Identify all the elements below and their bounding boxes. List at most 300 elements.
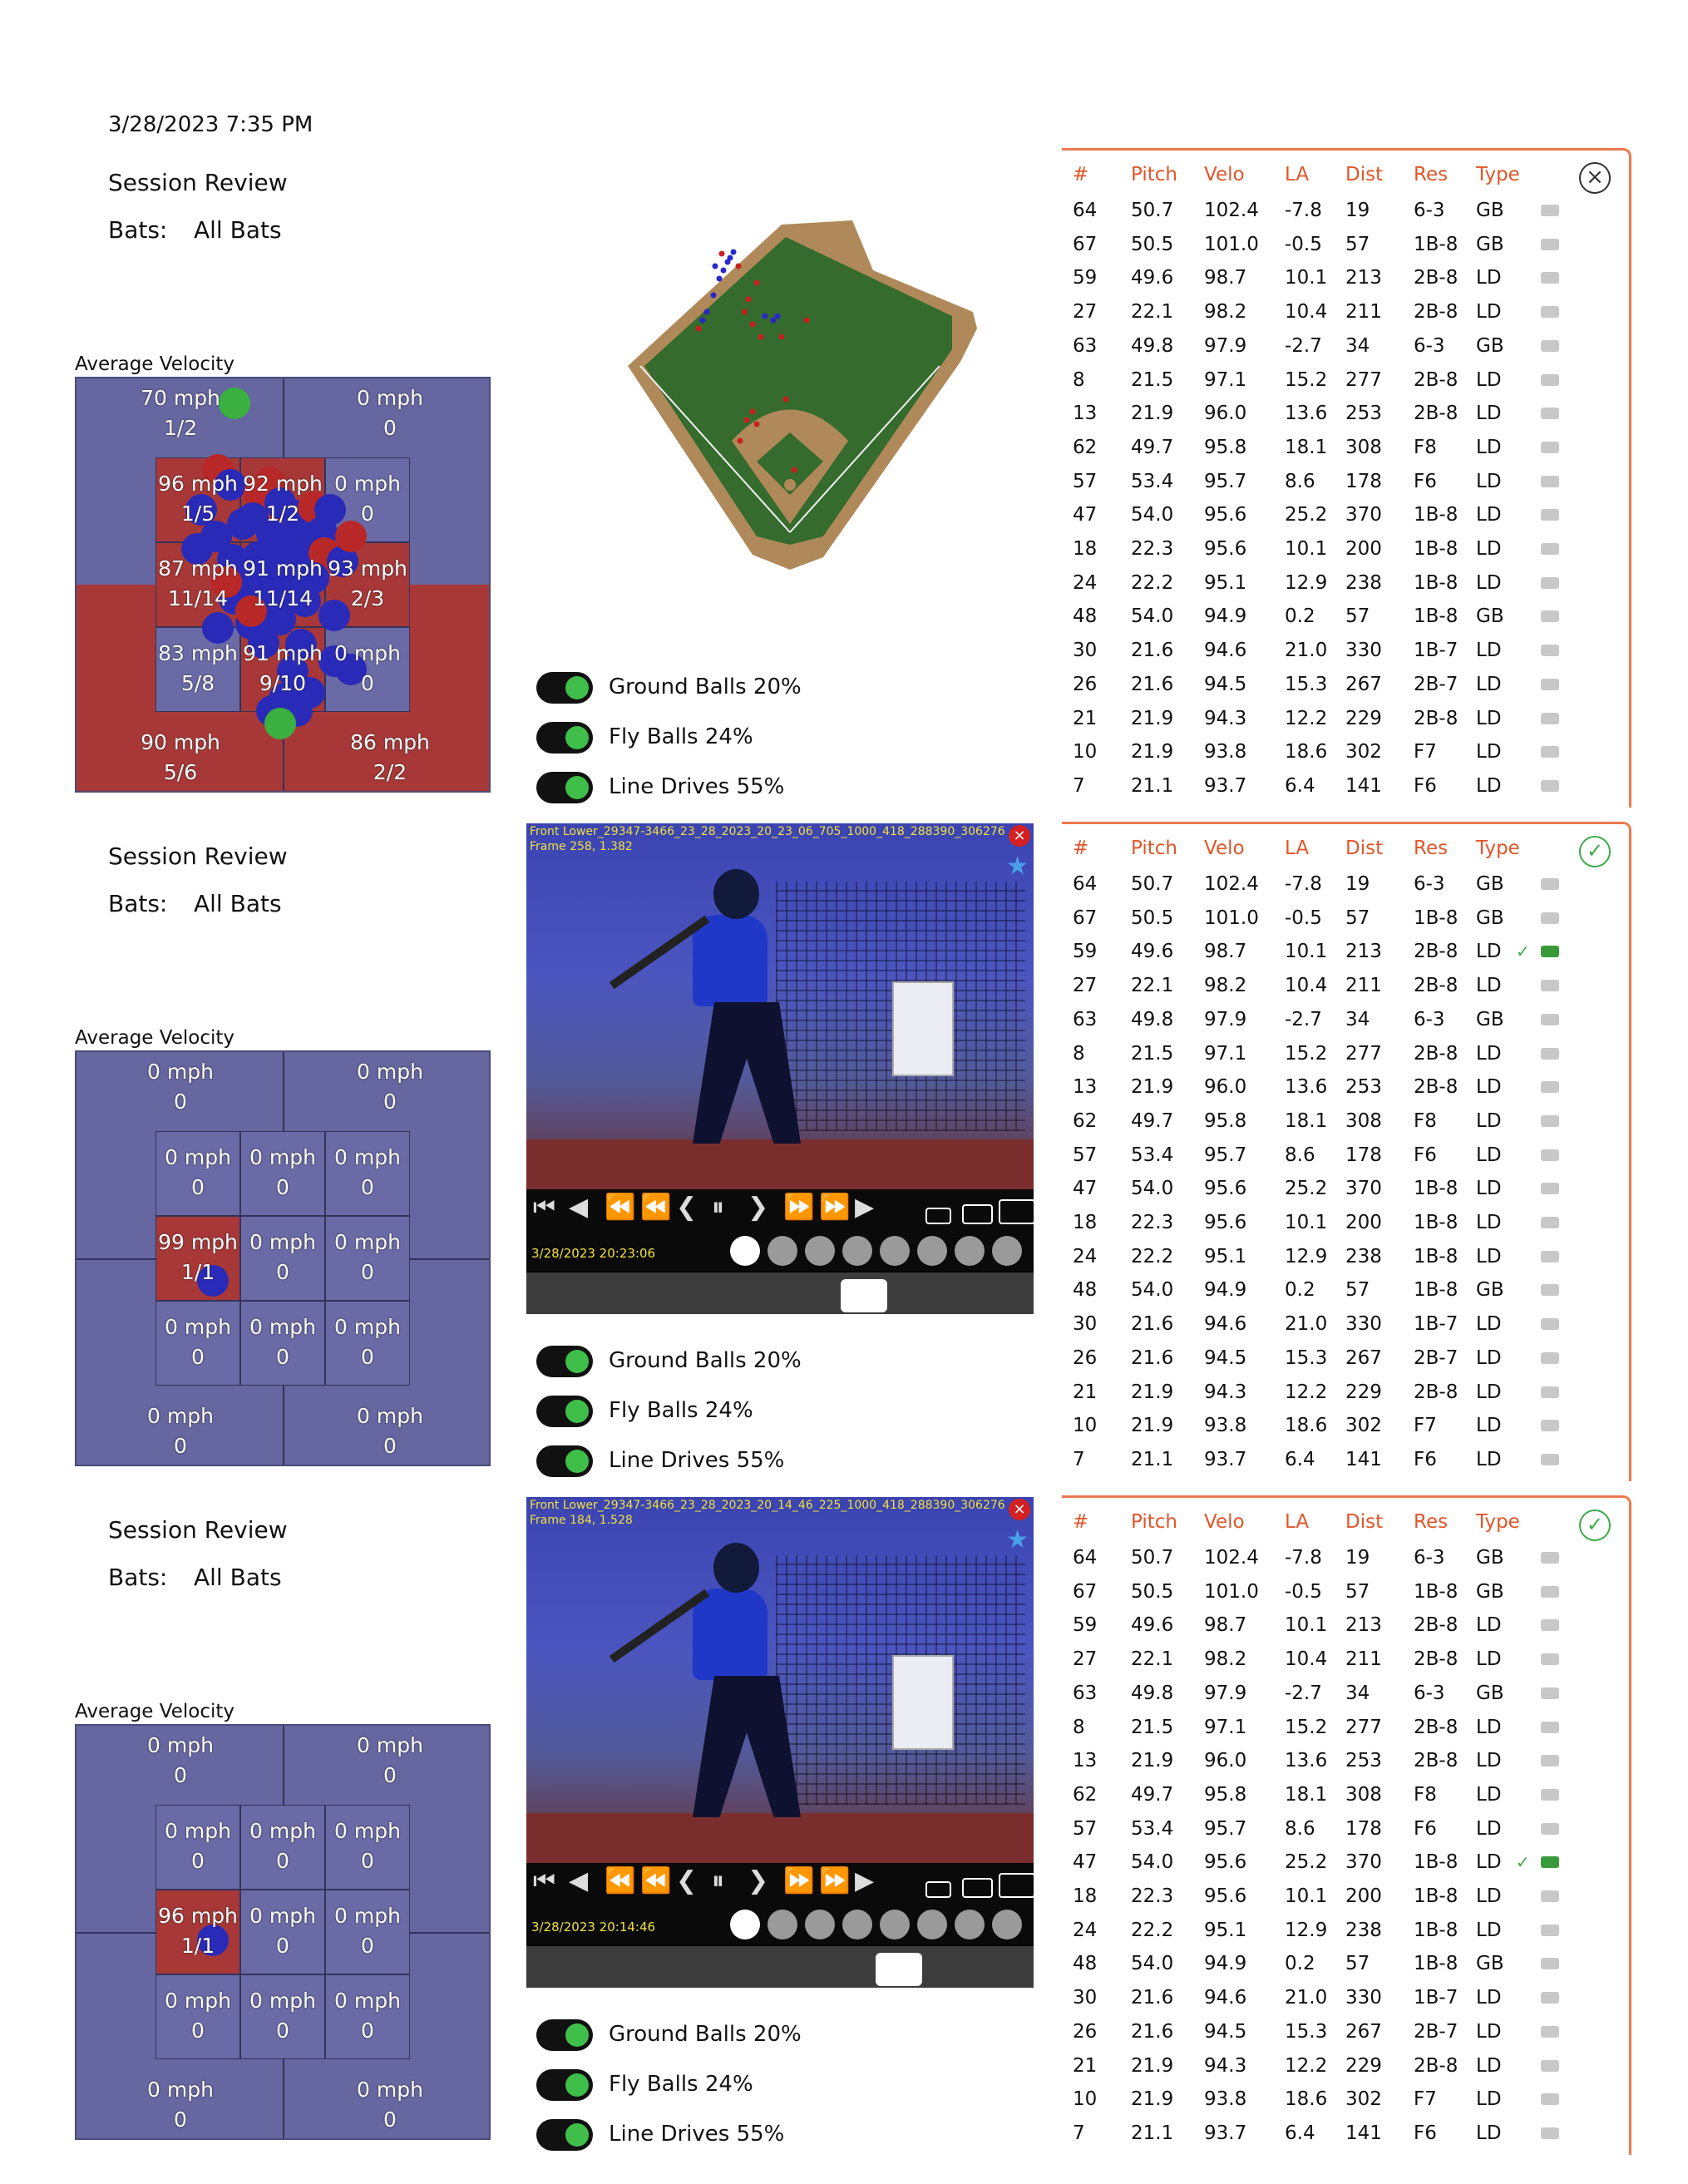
table-cell: 238 [1345,1245,1382,1267]
video-scrubber[interactable] [526,1272,1034,1314]
table-row[interactable] [1073,295,1588,329]
table-cell: 30 [1073,1987,1098,2009]
table-cell: 308 [1345,1109,1382,1132]
table-row[interactable] [1073,2049,1588,2083]
play-icon[interactable]: ▶ [855,1193,875,1222]
table-row[interactable] [1073,1104,1588,1138]
column-header[interactable]: LA [1285,838,1310,859]
next-frame-icon[interactable]: ❯ [748,1193,769,1222]
column-header[interactable]: Res [1414,164,1449,185]
table-row[interactable] [1073,1409,1588,1442]
toggle-switch[interactable] [536,772,593,803]
session-review-title: Session Review [108,1516,288,1544]
column-header[interactable]: Res [1414,838,1449,859]
table-row[interactable] [1073,1273,1588,1307]
table-row[interactable] [1073,2015,1588,2048]
table-cell: 308 [1345,436,1382,458]
spray-dot [711,293,717,299]
table-row[interactable] [1073,2117,1588,2150]
video-frame [526,1497,1034,1865]
table-cell: 94.3 [1204,707,1247,729]
table-row[interactable] [1073,1206,1588,1239]
video-camera-icon[interactable] [1541,577,1559,589]
toggle-switch[interactable] [536,1396,593,1427]
zone-cell-label [155,554,240,614]
next-frame-icon[interactable]: ❯ [748,1866,769,1895]
column-header[interactable]: # [1073,1511,1089,1533]
table-row[interactable] [1073,702,1588,735]
column-header[interactable]: Velo [1204,1511,1245,1533]
fast-forward-icon[interactable]: ⏩ [819,1193,851,1222]
video-camera-icon[interactable] [1541,1653,1559,1665]
loop-icon[interactable] [955,1910,985,1939]
table-row[interactable] [1073,1307,1588,1341]
table-cell: 22.3 [1131,1212,1174,1233]
column-header[interactable]: Dist [1345,838,1384,859]
video-camera-icon[interactable] [1541,272,1559,284]
video-camera-icon[interactable] [1541,1251,1559,1262]
table-cell: 50.7 [1131,1547,1174,1569]
toggle-switch[interactable] [536,1445,593,1477]
table-cell: GB [1476,1279,1504,1302]
table-cell: 97.9 [1204,334,1247,357]
table-row[interactable] [1073,1608,1588,1642]
video-timestamp: 3/28/2023 20:23:06 [531,1246,656,1261]
video-camera-icon[interactable] [1541,1992,1559,2004]
video-camera-icon[interactable] [1541,2026,1559,2038]
prev-frame-icon[interactable]: ❮ [676,1866,698,1895]
video-camera-icon[interactable] [1541,1856,1559,1868]
table-cell: 57 [1345,605,1370,628]
table-cell: 27 [1073,975,1098,997]
table-cell: 50.7 [1131,873,1174,895]
table-cell: 21 [1073,2054,1098,2077]
spray-dot [713,264,718,269]
table-cell: F7 [1414,2088,1437,2111]
video-camera-icon[interactable] [1541,1183,1559,1194]
table-row[interactable] [1073,1003,1588,1036]
video-camera-icon[interactable] [1541,1925,1559,1936]
table-row[interactable] [1073,1342,1588,1375]
reset-icon[interactable] [730,1910,760,1939]
check-icon[interactable]: ✓ [1579,1510,1611,1541]
table-cell: LD [1476,1851,1502,1874]
table-cell: 26 [1073,673,1098,695]
column-header[interactable]: # [1073,164,1089,185]
table-row[interactable] [1073,1376,1588,1409]
view-medium-icon[interactable] [962,1878,993,1898]
table-row[interactable] [1073,1139,1588,1172]
spray-dot [779,334,785,340]
table-cell: 48 [1073,1953,1098,1975]
video-camera-icon[interactable] [1541,1619,1559,1631]
video-camera-icon[interactable] [1541,1755,1559,1766]
toggle-knob [565,2073,589,2097]
table-row[interactable] [1073,1443,1588,1476]
bats-filter[interactable] [108,216,282,244]
table-row[interactable] [1073,1778,1588,1811]
table-cell: 27 [1073,1648,1098,1671]
table-cell: 302 [1345,741,1382,763]
table-row[interactable] [1073,1711,1588,1744]
lines-tool-icon[interactable] [842,1236,872,1266]
table-cell: 22.2 [1131,1245,1174,1267]
video-camera-icon[interactable] [1541,1115,1559,1127]
video-camera-icon[interactable] [1541,610,1559,622]
video-camera-icon[interactable] [1541,1823,1559,1835]
fast-forward-icon[interactable]: ⏩ [819,1866,851,1895]
video-camera-icon[interactable] [1541,374,1559,386]
table-cell: 18.6 [1285,741,1328,763]
table-cell: 8 [1073,1042,1085,1065]
table-row[interactable] [1073,363,1588,397]
spray-dot [758,334,764,340]
toggle-switch[interactable] [536,2119,593,2151]
video-camera-icon[interactable] [1541,1552,1559,1564]
table-cell: 200 [1345,538,1382,560]
table-row[interactable] [1073,498,1588,531]
bats-value: All Bats [194,1564,282,1591]
table-row[interactable] [1073,668,1588,701]
table-cell: LD [1476,1042,1502,1065]
view-medium-icon[interactable] [962,1204,993,1224]
fast-rewind-icon[interactable]: ⏪ [605,1193,636,1222]
table-row[interactable] [1073,261,1588,294]
mute-icon[interactable] [992,1910,1022,1939]
table-row[interactable] [1073,194,1588,227]
video-scrubber[interactable] [526,1946,1034,1988]
forward-icon[interactable]: ⏩ [783,1866,815,1895]
table-cell: F6 [1414,1817,1437,1840]
spray-dot [744,418,750,423]
table-row[interactable] [1073,969,1588,1002]
circle-tool-icon[interactable] [805,1910,835,1939]
spray-dot [775,314,781,319]
star-icon[interactable]: ★ [1006,1525,1029,1554]
video-camera-icon[interactable] [1541,746,1559,758]
table-cell: GB [1476,1953,1504,1975]
table-row[interactable] [1073,1981,1588,2014]
close-icon[interactable]: × [1009,825,1030,847]
column-header[interactable]: Type [1476,164,1520,185]
zone-cell-label [240,554,325,614]
table-row[interactable] [1073,1070,1588,1104]
zone-velocity: 0 mph [357,2078,423,2102]
table-cell: GB [1476,200,1504,221]
angle-tool-icon[interactable] [880,1236,910,1266]
table-row[interactable] [1073,1172,1588,1205]
video-camera-icon[interactable] [1541,1149,1559,1161]
toggle-switch[interactable] [536,672,593,704]
video-camera-icon[interactable] [1541,713,1559,724]
table-row[interactable] [1073,228,1588,261]
spray-dot [736,264,742,269]
column-header[interactable]: LA [1285,164,1310,185]
column-header[interactable]: Velo [1204,838,1245,859]
table-row[interactable] [1073,634,1588,667]
skip-start-icon[interactable]: ⏮ [533,1866,555,1895]
table-cell: 49.8 [1131,1008,1174,1030]
table-cell: 19 [1345,1547,1370,1569]
video-camera-icon[interactable] [1541,1687,1559,1699]
table-cell: 21.6 [1131,640,1174,662]
table-row[interactable] [1073,1880,1588,1913]
view-large-icon[interactable] [999,1199,1034,1224]
column-header[interactable]: Type [1476,838,1520,859]
rewind-icon[interactable]: ⏪ [640,1866,672,1895]
view-large-icon[interactable] [999,1873,1034,1898]
table-cell: 22.2 [1131,1919,1174,1941]
table-cell: 64 [1073,873,1098,895]
zone-outer-label [85,1401,276,1461]
table-cell: F8 [1414,1783,1437,1806]
floor-turf [526,1813,1034,1865]
table-row[interactable] [1073,566,1588,600]
column-header[interactable]: Res [1414,1511,1449,1533]
zone-outer-label [85,728,276,788]
video-camera-icon[interactable] [1541,1586,1559,1598]
table-row[interactable] [1073,1541,1588,1574]
table-row[interactable] [1073,397,1588,430]
zone-velocity: 87 mph [158,556,238,581]
video-camera-icon[interactable] [1541,543,1559,555]
table-row[interactable] [1073,1744,1588,1777]
table-cell: LD [1476,1987,1502,2009]
forward-icon[interactable]: ⏩ [783,1193,815,1222]
video-camera-icon[interactable] [1541,476,1559,487]
column-header[interactable]: LA [1285,1511,1310,1533]
video-camera-icon[interactable] [1541,1386,1559,1398]
table-cell: LD [1476,1346,1502,1369]
lines-tool-icon[interactable] [842,1910,872,1939]
table-cell: 63 [1073,1682,1098,1704]
pencil-icon[interactable] [917,1236,947,1266]
column-header[interactable]: Dist [1345,164,1384,185]
zone-velocity: 0 mph [357,1060,423,1084]
video-camera-icon[interactable] [1541,1958,1559,1969]
video-camera-icon[interactable] [1541,1081,1559,1093]
video-filename: Front Lower_29347-3466_23_28_2023_20_23_06_705_1000_418_288390_306276 [530,825,1005,838]
column-header[interactable]: Type [1476,1511,1520,1533]
table-cell: 10.4 [1285,301,1328,324]
table-cell: 2B-8 [1414,1614,1458,1637]
table-cell: 50.5 [1131,907,1174,929]
zone-cell-label [155,1312,240,1372]
column-header[interactable]: Pitch [1131,1511,1177,1533]
table-cell: 200 [1345,1885,1382,1907]
video-camera-icon[interactable] [1541,2127,1559,2139]
table-cell: 10 [1073,2088,1098,2111]
video-camera-icon[interactable] [1541,780,1559,792]
video-camera-icon[interactable] [1541,306,1559,318]
table-cell: 102.4 [1204,1547,1259,1569]
video-camera-icon[interactable] [1541,878,1559,890]
video-camera-icon[interactable] [1541,340,1559,352]
table-row[interactable] [1073,2083,1588,2116]
video-camera-icon[interactable] [1541,1352,1559,1364]
zone-velocity: 92 mph [243,472,323,496]
table-cell: -7.8 [1285,200,1322,221]
column-header[interactable]: Pitch [1131,838,1177,859]
view-small-icon[interactable] [925,1208,951,1224]
video-camera-icon[interactable] [1541,645,1559,656]
table-row[interactable] [1073,769,1588,803]
table-cell: 10 [1073,1415,1098,1437]
table-cell: 57 [1345,233,1370,255]
toggle-switch[interactable] [536,722,593,754]
pause-icon[interactable]: ⏸ [712,1193,724,1222]
table-cell: 2B-8 [1414,975,1458,997]
play-icon[interactable]: ▶ [855,1866,875,1895]
video-camera-icon[interactable] [1541,1454,1559,1465]
circle-tool-icon[interactable] [805,1236,835,1266]
mute-icon[interactable] [992,1236,1022,1266]
zone-velocity: 86 mph [350,730,430,754]
video-camera-icon[interactable] [1541,2060,1559,2072]
video-camera-icon[interactable] [1541,946,1559,957]
video-camera-icon[interactable] [1541,1318,1559,1330]
column-header[interactable]: Dist [1345,1511,1384,1533]
fast-rewind-icon[interactable]: ⏪ [605,1866,636,1895]
table-cell: 12.2 [1285,1381,1328,1403]
table-row[interactable] [1073,329,1588,363]
loop-icon[interactable] [955,1236,985,1266]
video-camera-icon[interactable] [1541,2093,1559,2105]
table-cell: 1B-8 [1414,1953,1458,1975]
video-camera-icon[interactable] [1541,239,1559,250]
pen-icon[interactable] [767,1236,797,1266]
view-small-icon[interactable] [925,1881,951,1898]
table-row[interactable] [1073,1812,1588,1846]
table-cell: 62 [1073,436,1098,458]
pen-icon[interactable] [767,1910,797,1939]
video-camera-icon[interactable] [1541,1789,1559,1801]
pencil-icon[interactable] [917,1910,947,1939]
table-cell: 24 [1073,1245,1098,1267]
table-cell: 53.4 [1131,1144,1174,1166]
table-row[interactable] [1073,1947,1588,1980]
spray-dot [754,280,760,286]
session-timestamp: 3/28/2023 7:35 PM [108,112,313,137]
table-cell: 21.6 [1131,2020,1174,2043]
video-camera-icon[interactable] [1541,980,1559,991]
table-row[interactable] [1073,465,1588,498]
video-camera-icon[interactable] [1541,408,1559,419]
column-header[interactable]: Pitch [1131,164,1177,185]
close-icon[interactable]: × [1009,1499,1030,1520]
table-cell: 59 [1073,267,1098,289]
table-row[interactable] [1073,902,1588,935]
angle-tool-icon[interactable] [880,1910,910,1939]
toggle-switch[interactable] [536,2069,593,2101]
column-header[interactable]: Velo [1204,164,1245,185]
zone-outer-label [294,1057,486,1117]
scrubber-thumb[interactable] [876,1953,922,1986]
table-row[interactable] [1073,1037,1588,1070]
table-cell: 2B-8 [1414,707,1458,729]
swing-video-player[interactable] [526,823,1034,1314]
table-cell: 213 [1345,267,1382,289]
zone-count: 1/2 [163,416,198,440]
table-row[interactable] [1073,867,1588,901]
table-cell: 30 [1073,1313,1098,1336]
video-camera-icon[interactable] [1541,1217,1559,1228]
zone-velocity: 0 mph [334,472,401,496]
table-cell: 21 [1073,1381,1098,1403]
video-camera-icon[interactable] [1541,912,1559,924]
video-camera-icon[interactable] [1541,205,1559,216]
video-camera-icon[interactable] [1541,442,1559,453]
step-back-icon[interactable]: ◀ [569,1193,589,1222]
toggle-switch[interactable] [536,2019,593,2051]
table-cell: F8 [1414,436,1437,458]
skip-start-icon[interactable]: ⏮ [533,1193,555,1222]
zone-count: 0 [276,1175,289,1199]
table-row[interactable] [1073,1240,1588,1273]
table-row[interactable] [1073,1677,1588,1710]
table-row[interactable] [1073,600,1588,633]
video-camera-icon[interactable] [1541,509,1559,521]
table-row[interactable] [1073,1846,1588,1879]
prev-frame-icon[interactable]: ❮ [676,1193,698,1222]
video-camera-icon[interactable] [1541,1722,1559,1733]
table-row[interactable] [1073,1575,1588,1608]
toggle-label: Line Drives 55% [609,774,785,799]
scrubber-thumb[interactable] [841,1279,887,1312]
table-cell: 67 [1073,907,1098,929]
video-filename: Front Lower_29347-3466_23_28_2023_20_14_46_225_1000_418_288390_306276 [530,1499,1005,1512]
video-camera-icon[interactable] [1541,1014,1559,1025]
table-cell: 1B-8 [1414,1212,1458,1233]
table-cell: 21.6 [1131,673,1174,695]
check-icon[interactable]: ✓ [1579,836,1611,867]
table-cell: 34 [1345,1008,1370,1030]
video-camera-icon[interactable] [1541,679,1559,690]
table-row[interactable] [1073,735,1588,768]
table-cell: 12.2 [1285,707,1328,729]
step-back-icon[interactable]: ◀ [569,1866,589,1895]
swing-video-player[interactable] [526,1497,1034,1988]
table-cell: 10 [1073,741,1098,763]
table-row[interactable] [1073,532,1588,566]
video-camera-icon[interactable] [1541,1284,1559,1296]
close-icon[interactable]: × [1579,162,1611,194]
table-row[interactable] [1073,1914,1588,1947]
zone-cell-label [240,1143,325,1203]
table-row[interactable] [1073,431,1588,464]
toggle-switch[interactable] [536,1346,593,1377]
reset-icon[interactable] [730,1236,760,1266]
column-header[interactable]: # [1073,838,1089,859]
table-cell: LD [1476,2020,1502,2043]
bats-filter[interactable] [108,890,282,917]
table-cell: 54.0 [1131,1851,1174,1874]
star-icon[interactable]: ★ [1006,852,1029,881]
table-cell: -0.5 [1285,233,1322,255]
zone-count: 11/14 [252,586,313,610]
table-row[interactable] [1073,935,1588,968]
table-cell: 54.0 [1131,605,1174,628]
table-row[interactable] [1073,1643,1588,1676]
bats-filter[interactable] [108,1564,282,1591]
video-camera-icon[interactable] [1541,1420,1559,1431]
video-camera-icon[interactable] [1541,1048,1559,1060]
video-camera-icon[interactable] [1541,1890,1559,1902]
table-cell: 267 [1345,673,1382,695]
zone-count: 0 [361,1260,374,1284]
rewind-icon[interactable]: ⏪ [640,1193,672,1222]
pause-icon[interactable]: ⏸ [712,1866,724,1895]
